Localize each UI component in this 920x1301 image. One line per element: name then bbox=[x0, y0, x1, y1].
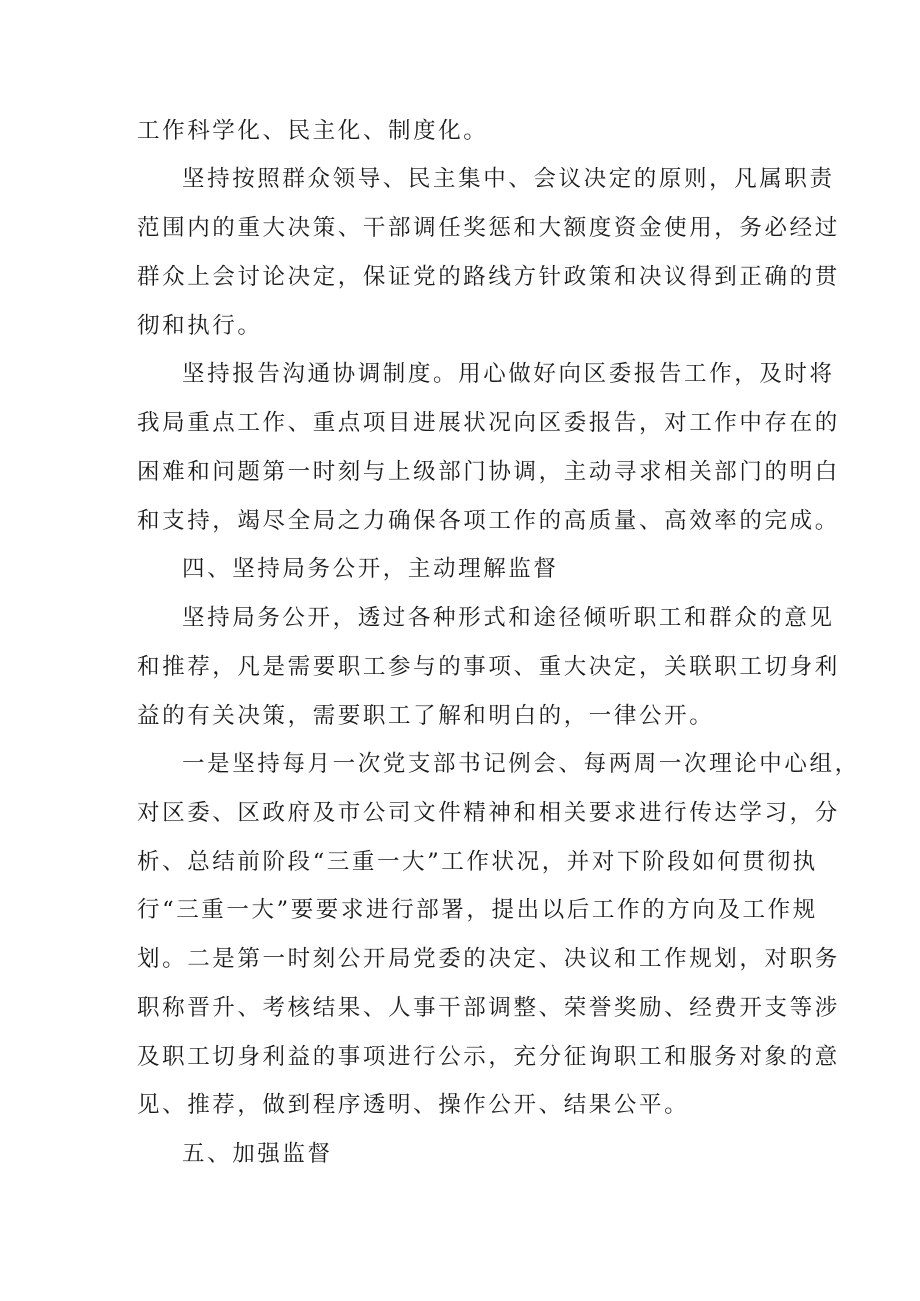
text-line: 我局重点工作、重点项目进展状况向区委报告，对工作中存在的 bbox=[137, 410, 840, 436]
paragraph-line: 坚持局务公开，透过各种形式和途径倾听职工和群众的意见 bbox=[182, 605, 835, 631]
paragraph-line: 坚持报告沟通协调制度。用心做好向区委报告工作，及时将 bbox=[182, 361, 835, 387]
text-line: 行“三重一大”要要求进行部署，提出以后工作的方向及工作规 bbox=[137, 897, 818, 923]
text-line: 对区委、区政府及市公司文件精神和相关要求进行传达学习，分 bbox=[137, 800, 840, 826]
text-line: 群众上会讨论决定，保证党的路线方针政策和决议得到正确的贯 bbox=[137, 264, 840, 290]
text-line: 职称晋升、考核结果、人事干部调整、荣誉奖励、经费开支等涉 bbox=[137, 995, 840, 1021]
section-heading: 四、坚持局务公开，主动理解监督 bbox=[182, 556, 559, 582]
text-line: 范围内的重大决策、干部调任奖惩和大额度资金使用，务必经过 bbox=[137, 215, 840, 241]
paragraph-line: 坚持按照群众领导、民主集中、会议决定的原则，凡属职责 bbox=[182, 166, 835, 192]
text-line: 彻和执行。 bbox=[137, 313, 263, 339]
text-line: 划。二是第一时刻公开局党委的决定、决议和工作规划，对职务 bbox=[137, 946, 840, 972]
text-line: 工作科学化、民主化、制度化。 bbox=[137, 118, 489, 144]
section-heading: 五、加强监督 bbox=[182, 1141, 333, 1167]
text-line: 及职工切身利益的事项进行公示，充分征询职工和服务对象的意 bbox=[137, 1044, 840, 1070]
text-line: 见、推荐，做到程序透明、操作公开、结果公平。 bbox=[137, 1092, 690, 1118]
text-line: 和支持，竭尽全局之力确保各项工作的高质量、高效率的完成。 bbox=[137, 508, 840, 534]
text-line: 析、总结前阶段“三重一大”工作状况，并对下阶段如何贯彻执 bbox=[137, 849, 818, 875]
text-line: 困难和问题第一时刻与上级部门协调，主动寻求相关部门的明白 bbox=[137, 459, 840, 485]
text-line: 和推荐，凡是需要职工参与的事项、重大决定，关联职工切身利 bbox=[137, 654, 840, 680]
text-line: 益的有关决策，需要职工了解和明白的，一律公开。 bbox=[137, 703, 715, 729]
paragraph-line: 一是坚持每月一次党支部书记例会、每两周一次理论中心组， bbox=[182, 751, 860, 777]
